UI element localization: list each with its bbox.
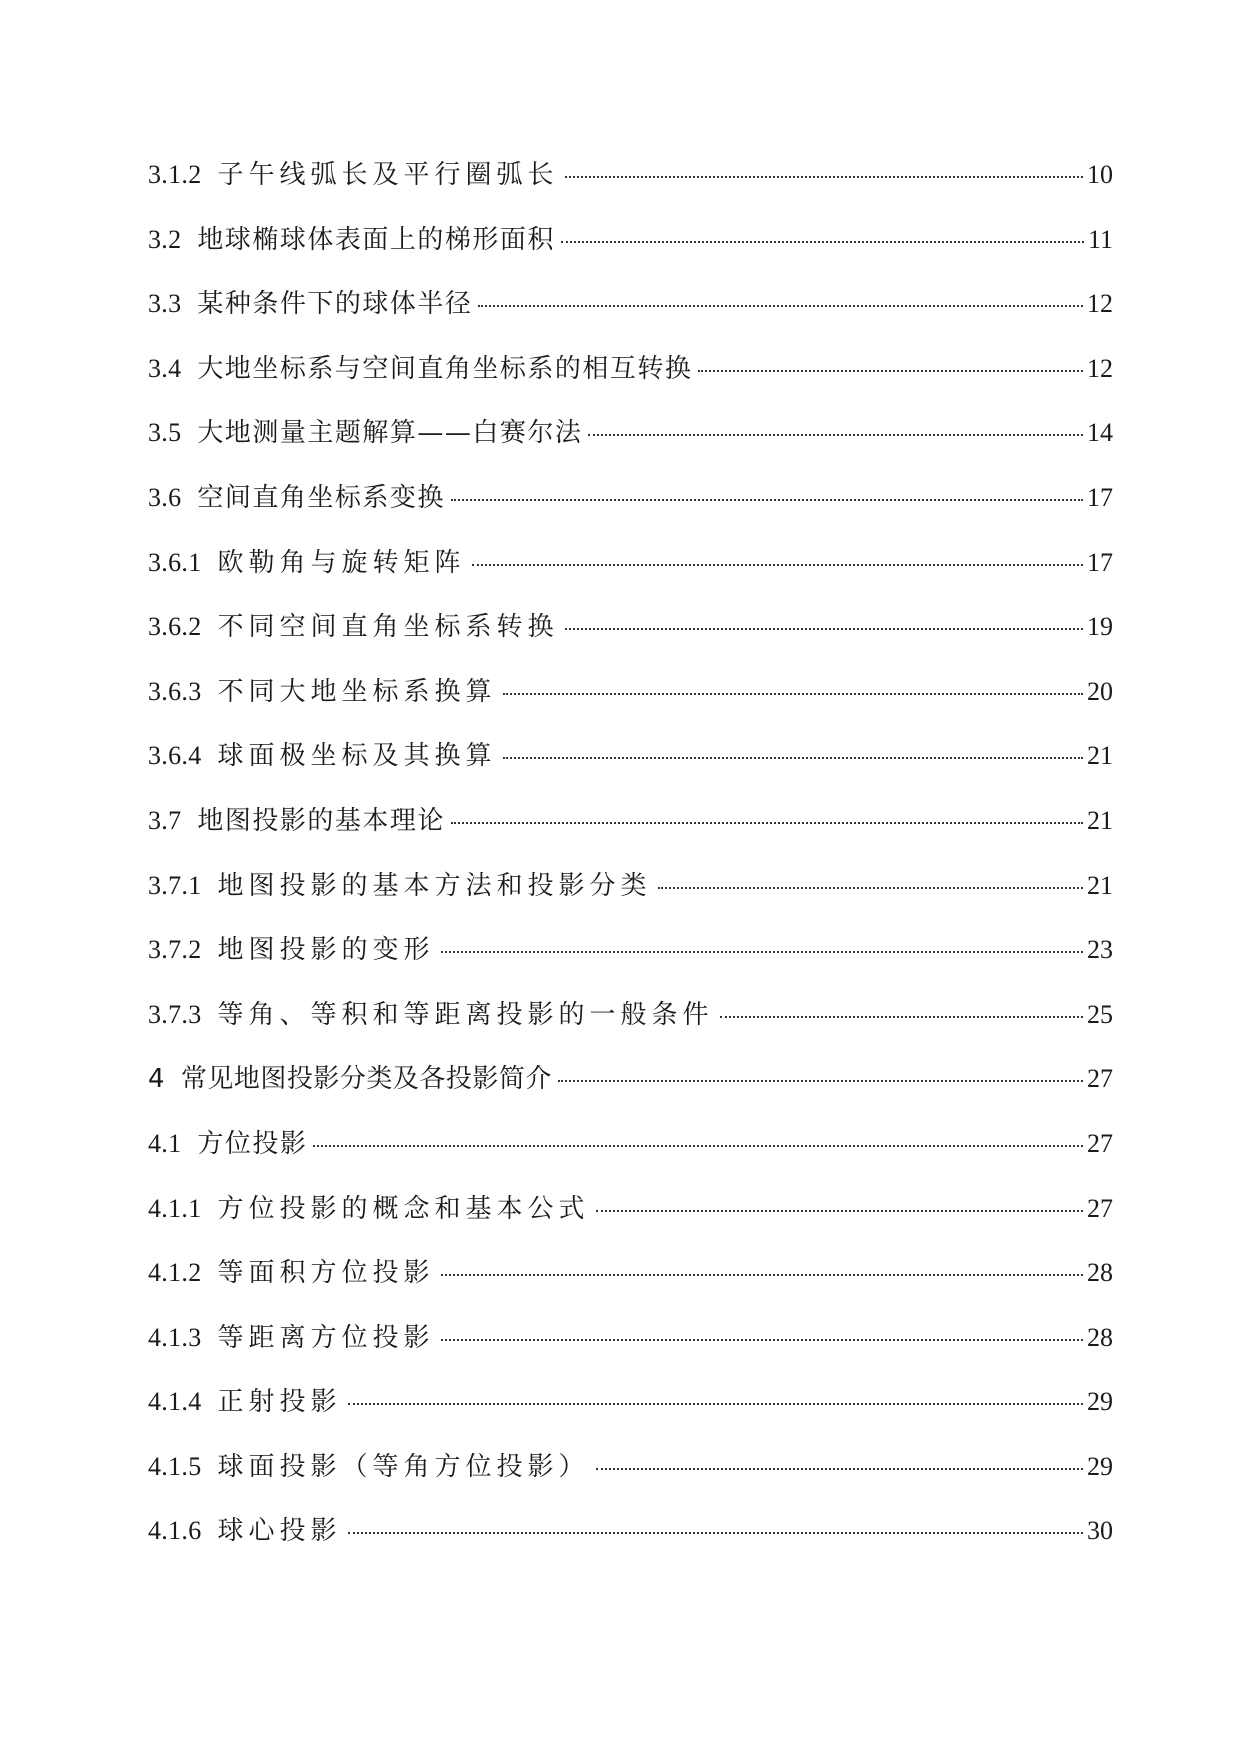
toc-entry[interactable] <box>148 1510 1113 1575</box>
toc-section-title: 球面投影（等角方位投影） <box>217 1451 590 1482</box>
toc-section-number: 4.1.4 <box>148 1387 202 1417</box>
toc-section-number: 3.7 <box>148 805 182 835</box>
toc-dot-leader <box>478 305 1083 307</box>
toc-section-title: 地图投影的变形 <box>217 935 435 966</box>
toc-section-title: 地图投影的基本理论 <box>197 805 445 836</box>
toc-dot-leader <box>720 1016 1083 1018</box>
toc-section-number: 3.6.2 <box>148 612 202 642</box>
toc-page-number: 17 <box>1087 547 1113 577</box>
toc-section-number: 4.1.2 <box>148 1258 202 1288</box>
toc-entry[interactable] <box>148 929 1113 994</box>
toc-section-number: 3.6.3 <box>148 676 202 706</box>
toc-section-title: 常见地图投影分类及各投影简介 <box>180 1064 552 1095</box>
toc-page-number: 27 <box>1087 1064 1113 1094</box>
toc-section-title: 欧勒角与旋转矩阵 <box>217 547 466 578</box>
toc-dot-leader <box>313 1145 1083 1147</box>
toc-page-number: 17 <box>1087 482 1113 512</box>
toc-page-number: 19 <box>1087 612 1113 642</box>
toc-page-number: 30 <box>1087 1516 1113 1546</box>
toc-section-number: 3.4 <box>148 353 182 383</box>
toc-section-title: 不同空间直角坐标系转换 <box>217 612 559 643</box>
toc-section-title: 地球椭球体表面上的梯形面积 <box>197 224 555 255</box>
toc-dot-leader <box>588 434 1083 436</box>
toc-entry[interactable] <box>148 735 1113 800</box>
toc-dot-leader <box>565 628 1083 630</box>
toc-section-number: 3.6.4 <box>148 741 202 771</box>
toc-dot-leader <box>472 564 1083 566</box>
toc-section-number: 4.1.5 <box>148 1451 202 1481</box>
toc-section-title: 球心投影 <box>217 1516 342 1547</box>
toc-page-number: 27 <box>1087 1193 1113 1223</box>
table-of-contents <box>148 154 1113 1575</box>
toc-entry[interactable] <box>148 348 1113 413</box>
toc-section-number: 4 <box>148 1064 165 1095</box>
toc-section-number: 3.7.3 <box>148 999 202 1029</box>
toc-dot-leader <box>348 1532 1083 1534</box>
toc-page-number: 11 <box>1087 224 1113 254</box>
toc-page-number: 29 <box>1087 1387 1113 1417</box>
toc-dot-leader <box>565 176 1083 178</box>
toc-entry[interactable] <box>148 542 1113 607</box>
toc-page-number: 20 <box>1087 676 1113 706</box>
toc-dot-leader <box>561 241 1084 243</box>
toc-page-number: 12 <box>1087 353 1113 383</box>
toc-entry[interactable] <box>148 865 1113 930</box>
toc-entry[interactable] <box>148 1381 1113 1446</box>
toc-page-number: 12 <box>1087 289 1113 319</box>
toc-entry[interactable] <box>148 1252 1113 1317</box>
toc-section-number: 3.5 <box>148 418 182 448</box>
toc-section-number: 4.1.1 <box>148 1193 202 1223</box>
toc-section-number: 3.6.1 <box>148 547 202 577</box>
toc-section-number: 3.7.2 <box>148 935 202 965</box>
toc-dot-leader <box>596 1210 1083 1212</box>
toc-section-number: 3.2 <box>148 224 182 254</box>
toc-dot-leader <box>441 951 1083 953</box>
toc-section-number: 3.7.1 <box>148 870 202 900</box>
toc-dot-leader <box>503 693 1083 695</box>
toc-page-number: 27 <box>1087 1128 1113 1158</box>
toc-section-title: 球面极坐标及其换算 <box>217 741 497 772</box>
toc-page-number: 21 <box>1087 805 1113 835</box>
toc-dot-leader <box>503 757 1083 759</box>
toc-entry[interactable] <box>148 1123 1113 1188</box>
toc-dot-leader <box>441 1274 1083 1276</box>
toc-section-title: 某种条件下的球体半径 <box>197 289 473 320</box>
toc-entry[interactable] <box>148 671 1113 736</box>
toc-entry[interactable] <box>148 1058 1113 1123</box>
toc-dot-leader <box>451 499 1083 501</box>
toc-dot-leader <box>451 822 1083 824</box>
toc-entry[interactable] <box>148 994 1113 1059</box>
toc-dot-leader <box>658 887 1083 889</box>
toc-page-number: 29 <box>1087 1451 1113 1481</box>
toc-section-title: 子午线弧长及平行圈弧长 <box>217 160 559 190</box>
toc-page-number: 23 <box>1087 935 1113 965</box>
toc-page-number: 21 <box>1087 741 1113 771</box>
toc-section-number: 3.6 <box>148 482 182 512</box>
toc-entry[interactable] <box>148 606 1113 671</box>
toc-section-title: 地图投影的基本方法和投影分类 <box>217 870 652 901</box>
toc-section-title: 不同大地坐标系换算 <box>217 676 497 707</box>
toc-page-number: 25 <box>1087 999 1113 1029</box>
toc-section-title: 方位投影 <box>197 1128 308 1159</box>
toc-entry[interactable] <box>148 219 1113 284</box>
toc-section-number: 3.3 <box>148 289 182 319</box>
toc-section-number: 4.1.3 <box>148 1322 202 1352</box>
toc-section-number: 4.1 <box>148 1128 182 1158</box>
toc-page-number: 14 <box>1087 418 1113 448</box>
toc-page-number: 21 <box>1087 870 1113 900</box>
toc-entry[interactable] <box>148 1446 1113 1511</box>
toc-page-number: 28 <box>1087 1322 1113 1352</box>
toc-entry[interactable] <box>148 412 1113 477</box>
toc-dot-leader <box>348 1403 1083 1405</box>
toc-dot-leader <box>441 1339 1083 1341</box>
toc-entry[interactable] <box>148 477 1113 542</box>
toc-page-number: 28 <box>1087 1258 1113 1288</box>
toc-entry[interactable] <box>148 1188 1113 1253</box>
toc-entry[interactable] <box>148 154 1113 219</box>
toc-section-title: 方位投影的概念和基本公式 <box>217 1193 590 1224</box>
toc-page-number: 10 <box>1087 160 1113 189</box>
toc-dot-leader <box>558 1080 1083 1082</box>
toc-dot-leader <box>698 370 1083 372</box>
toc-section-title: 等角、等积和等距离投影的一般条件 <box>217 999 714 1030</box>
toc-dot-leader <box>596 1468 1083 1470</box>
toc-section-title: 等距离方位投影 <box>217 1322 435 1353</box>
toc-section-title: 空间直角坐标系变换 <box>197 482 445 513</box>
toc-entry[interactable] <box>148 283 1113 348</box>
toc-section-number: 3.1.2 <box>148 160 202 189</box>
toc-section-number: 4.1.6 <box>148 1516 202 1546</box>
toc-entry[interactable] <box>148 800 1113 865</box>
toc-section-title: 等面积方位投影 <box>217 1258 435 1289</box>
toc-section-title: 大地测量主题解算——白赛尔法 <box>197 418 583 449</box>
toc-section-title: 正射投影 <box>217 1387 342 1418</box>
toc-entry[interactable] <box>148 1317 1113 1382</box>
toc-section-title: 大地坐标系与空间直角坐标系的相互转换 <box>197 353 693 384</box>
